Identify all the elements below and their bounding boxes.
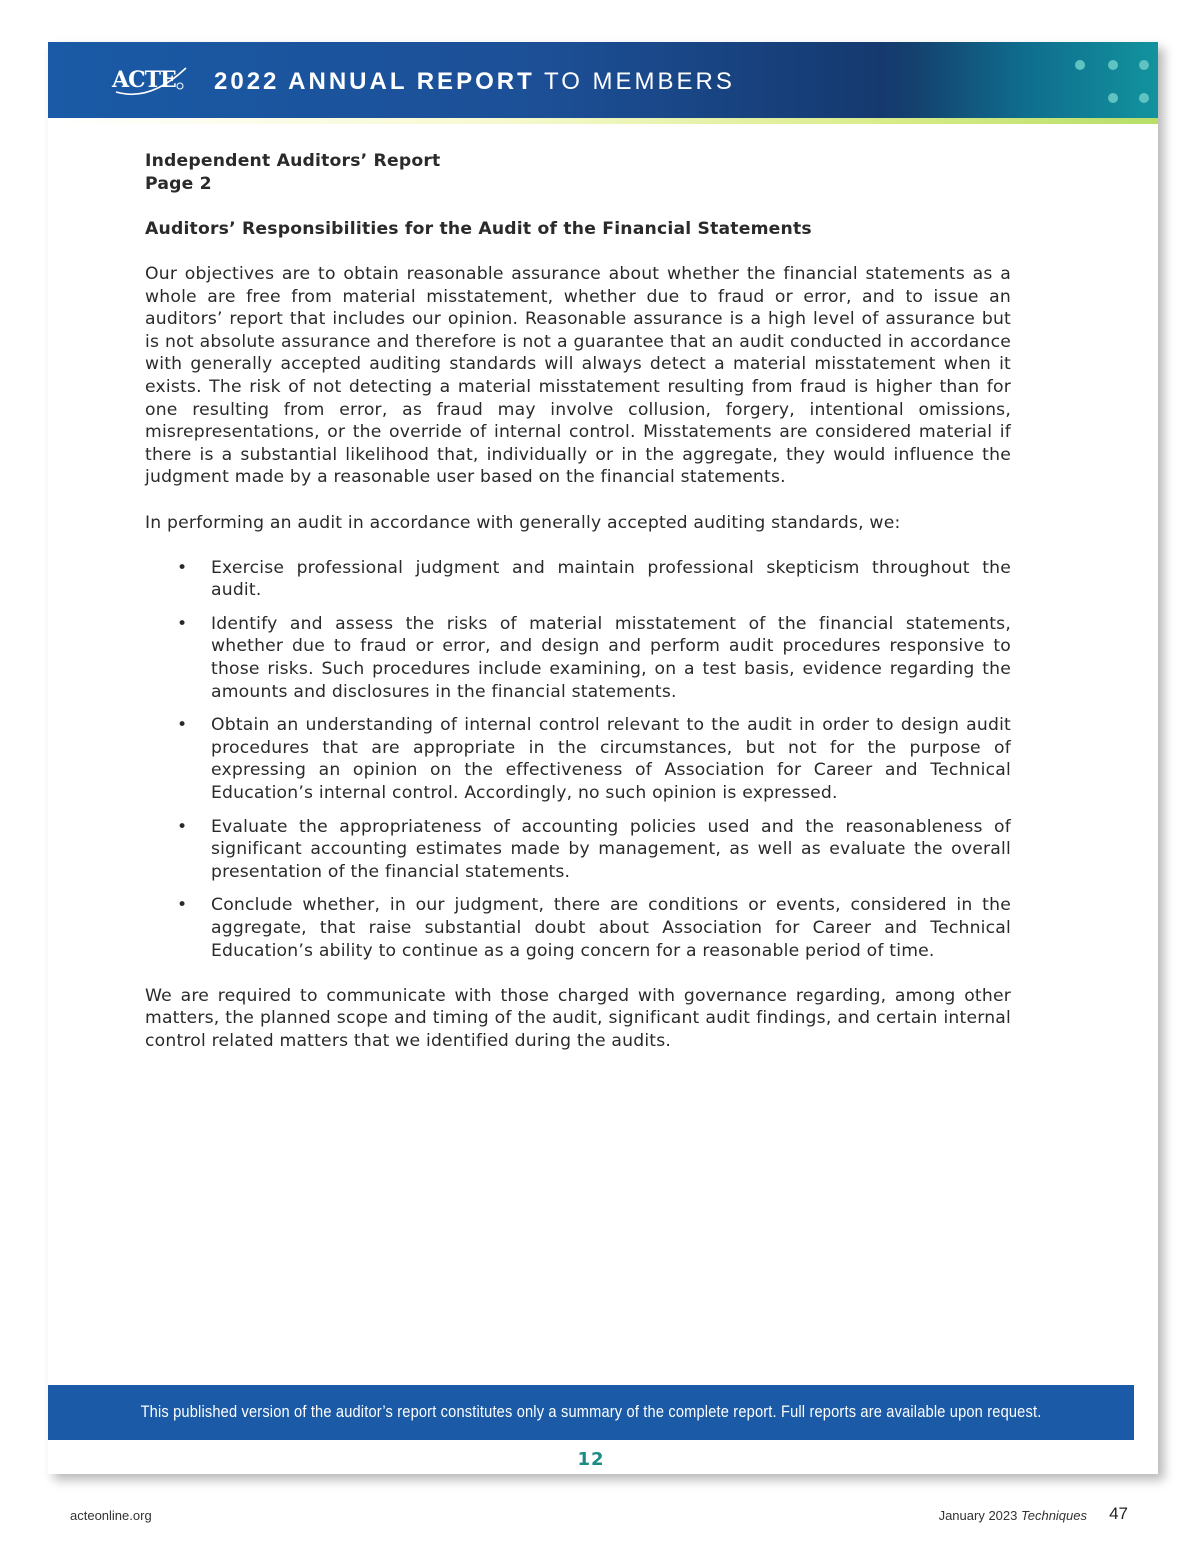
list-item [145,557,1011,602]
report-title-bold: 2022 ANNUAL REPORT [214,68,535,95]
list-item [145,613,1011,703]
decor-dot-icon [1139,93,1149,103]
decor-dot-icon [1139,60,1149,70]
bullet-icon: • [177,715,188,736]
list-item-text: Exercise professional judgment and maintain professional skepticism throughout the audit. [211,557,1011,601]
report-heading: Independent Auditors’ Report [145,151,441,171]
summary-notice-text: This published version of the auditor’s report constitutes only a summary of the complete report. Full reports are available upon request. [140,1402,1042,1421]
section-title: Auditors’ Responsibilities for the Audit of the Financial Statements [145,218,812,239]
issue-date: January 2023 [938,1508,1018,1523]
list-item [145,714,1011,804]
list-item-text: Conclude whether, in our judgment, there are conditions or events, considered in the aggregate, that raise substantial doubt about Association for Career and Technical Education’s ability to continue as a going concern for a reasonable period of time. [211,895,1011,961]
page-number: 47 [1109,1504,1128,1523]
list-item [145,816,1011,884]
paragraph-governance: We are required to communicate with those charged with governance regarding, among other matters, the planned scope and timing of the audit, significant audit findings, and certain internal control related matters that we identified during the audits. [145,985,1011,1051]
procedures-list [145,557,1011,963]
inner-page-number: 12 [577,1449,605,1470]
paragraph-procedures-intro: In performing an audit in accordance with generally accepted auditing standards, we: [145,512,901,533]
report-page-label: Page 2 [145,173,212,194]
report-title [214,68,735,96]
publication-name: Techniques [1020,1508,1087,1523]
bullet-icon: • [177,816,188,837]
decor-dot-icon [1108,93,1118,103]
list-item-text: Evaluate the appropriateness of accounting policies used and the reasonableness of significant accounting estimates made by management, as well as evaluate the overall presentation of the financial statements. [211,816,1011,882]
acte-logo [110,62,190,96]
bullet-icon: • [177,557,188,578]
report-header-banner [48,42,1158,118]
list-item-text: Identify and assess the risks of material misstatement of the financial statements, whether due to fraud or error, and design and perform audit procedures responsive to those risks. Such procedures include examining, on a test basis, evidence regarding the amounts and disclosures in the financial statements. [211,613,1011,702]
bullet-icon: • [177,895,188,916]
paragraph-objectives: Our objectives are to obtain reasonable assurance about whether the financial statements as a whole are free from material misstatement, whether due to fraud or error, and to issue an auditors’ report that includes our opinion. Reasonable assurance is a high level of assurance but is not absolute assurance and therefore is not a guarantee that an audit conducted in accordance with generally accepted auditing standards will always detect a material misstatement when it exists. The risk of not detecting a material misstatement resulting from fraud is higher than for one resulting from error, as fraud may involve collusion, forgery, intentional omissions, misrepresentations, or the override of internal control. Misstatements are considered material if there is a substantial likelihood that, individually or in the aggregate, they would influence the judgment made by a reasonable user based on the financial statements. [145,263,1011,488]
list-item-text: Obtain an understanding of internal control relevant to the audit in order to design audit procedures that are appropriate in the circumstances, but not for the purpose of expressing an opinion on the effectiveness of Association for Career and Technical Education’s internal control. Accordingly, no such opinion is expressed. [211,715,1011,804]
issue-info [939,1508,1087,1523]
site-url: acteonline.org [70,1508,152,1523]
bullet-icon: • [177,613,188,634]
logo-text: ACTE [112,67,176,93]
list-item [145,894,1011,962]
summary-notice-banner [48,1385,1134,1440]
report-title-light: TO MEMBERS [543,68,735,95]
header-accent-stripe [48,118,1158,124]
report-body [145,150,1011,1053]
decor-dot-icon [1108,60,1118,70]
decor-dot-icon [1075,60,1085,70]
